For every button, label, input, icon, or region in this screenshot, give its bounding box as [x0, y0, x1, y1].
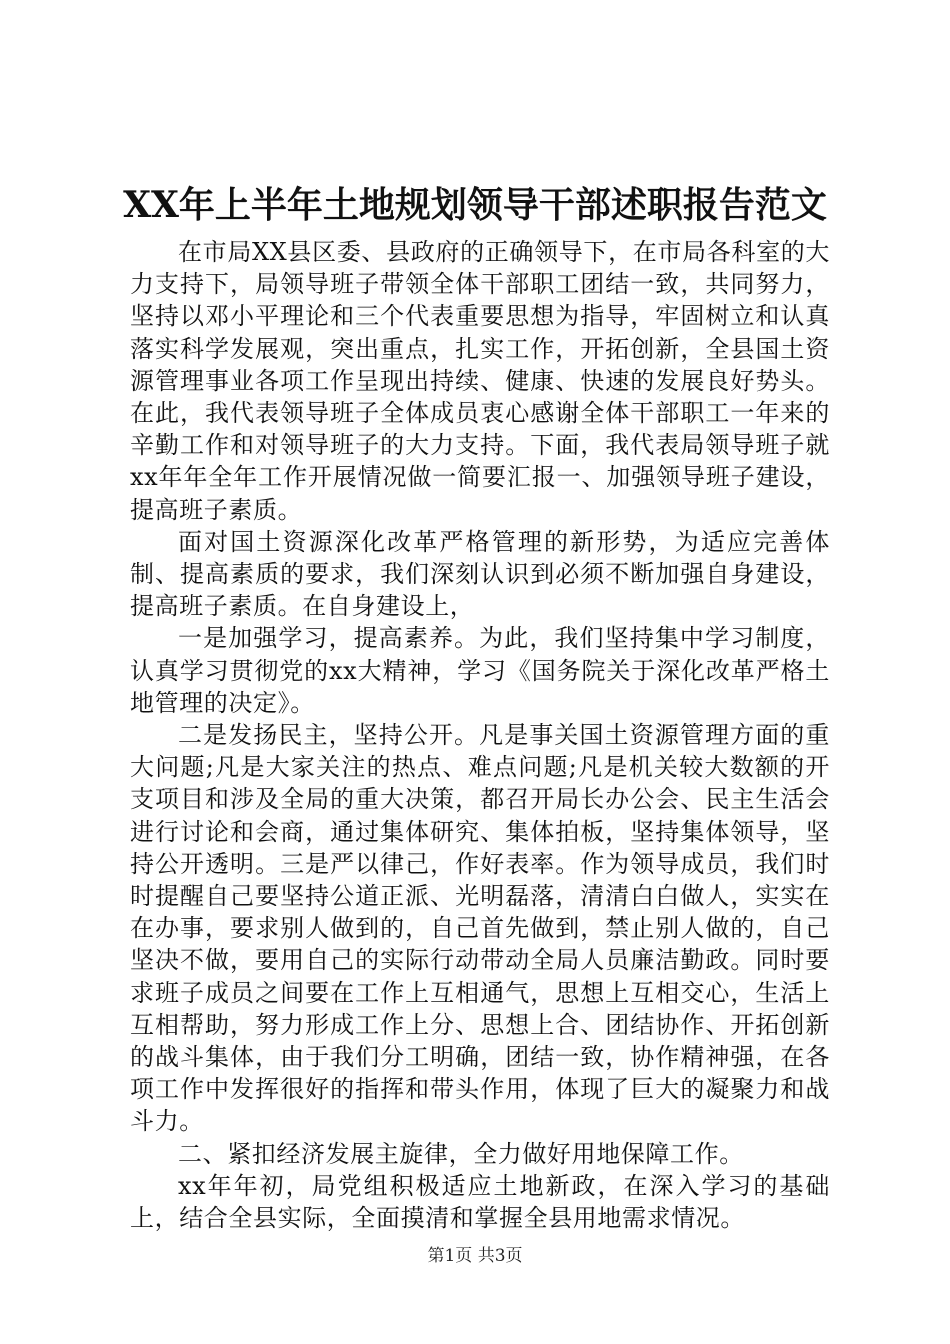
paragraph-context: 面对国土资源深化改革严格管理的新形势，为适应完善体制、提高素质的要求，我们深刻认识到必须不断加强自身建设，提高班子素质。在自身建设上，: [130, 527, 830, 621]
paragraph-democracy: 二是发扬民主，坚持公开。凡是事关国土资源管理方面的重大问题;凡是大家关注的热点、难点问题;凡是机关较大数额的开支项目和涉及全局的重大决策，都召开局长办公会、民主生活会进行讨论和会商，通过集体研究、集体拍板，坚持集体领导，坚持公开透明。三是严以律己，作好表率。作为领导成员，我们时时提醒自己要坚持公道正派、光明磊落，清清白白做人，实实在在办事，要求别人做到的，自己首先做到，禁止别人做的，自己坚决不做，要用自己的实际行动带动全局人员廉洁勤政。同时要求班子成员之间要在工作上互相通气，思想上互相交心，生活上互相帮助，努力形成工作上分、思想上合、团结协作、开拓创新的战斗集体，由于我们分工明确，团结一致，协作精神强，在各项工作中发挥很好的指挥和带头作用，体现了巨大的凝聚力和战斗力。: [130, 721, 830, 1136]
page-number-footer: 第1页 共3页: [427, 1246, 523, 1266]
paragraph-section-two-heading: 二、紧扣经济发展主旋律，全力做好用地保障工作。: [178, 1139, 744, 1168]
paragraph-study: 一是加强学习，提高素养。为此，我们坚持集中学习制度，认真学习贯彻党的xx大精神，学习《国务院关于深化改革严格土地管理的决定》。: [130, 624, 830, 717]
paragraph-land-use: xx年年初，局党组积极适应土地新政，在深入学习的基础上，结合全县实际，全面摸清和掌握全县用地需求情况。: [130, 1171, 830, 1233]
document-body: [130, 236, 830, 1234]
document-title: XX年上半年土地规划领导干部述职报告范文: [123, 184, 827, 226]
paragraph-intro: 在市局XX县区委、县政府的正确领导下，在市局各科室的大力支持下，局领导班子带领全体干部职工团结一致，共同努力，坚持以邓小平理论和三个代表重要思想为指导，牢固树立和认真落实科学发展观，突出重点，扎实工作，开拓创新，全县国土资源管理事业各项工作呈现出持续、健康、快速的发展良好势头。在此，我代表领导班子全体成员衷心感谢全体干部职工一年来的辛勤工作和对领导班子的大力支持。下面，我代表局领导班子就xx年年全年工作开展情况做一简要汇报一、加强领导班子建设，提高班子素质。: [130, 238, 830, 524]
